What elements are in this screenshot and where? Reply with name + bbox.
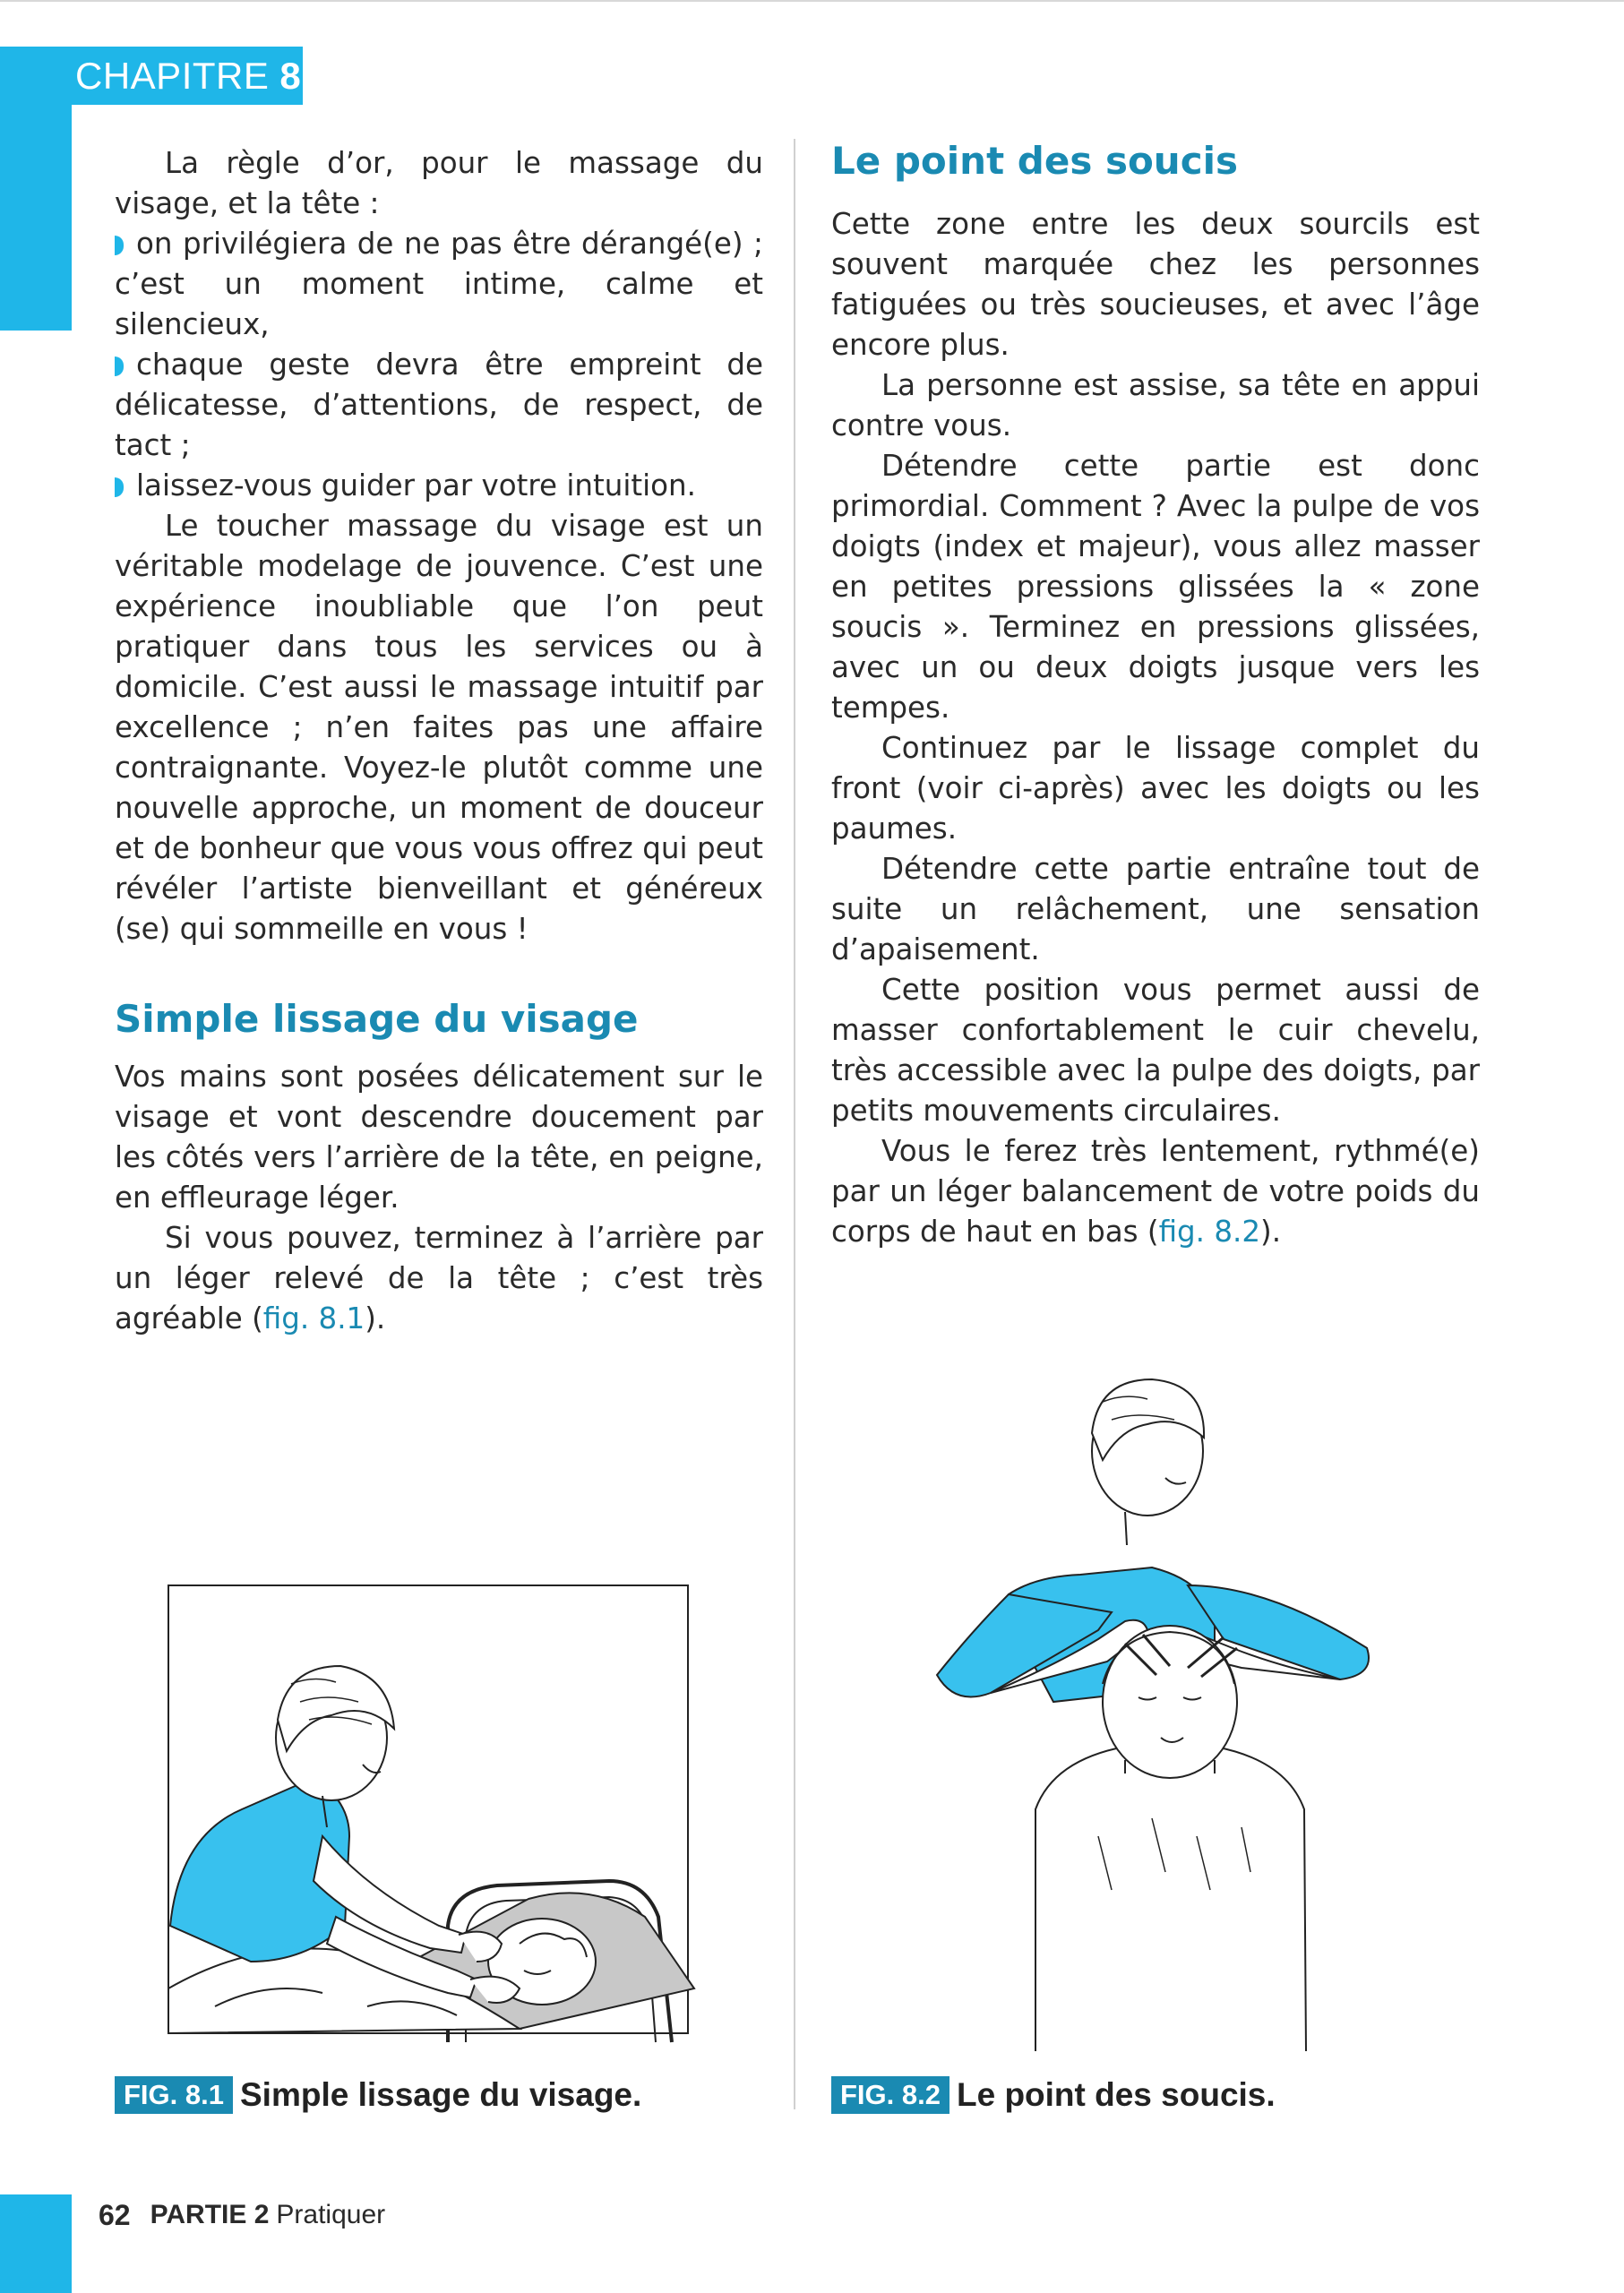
left-column bbox=[115, 143, 763, 1339]
figure-badge: FIG. 8.1 bbox=[115, 2076, 233, 2114]
body-paragraph: Continuez par le lissage complet du front (voir ci-après) avec les doigts ou les paumes. bbox=[831, 731, 1480, 846]
page-footer bbox=[99, 2193, 385, 2237]
figure-badge: FIG. 8.2 bbox=[831, 2076, 949, 2114]
body-paragraph: Détendre cette partie entraîne tout de suite un relâchement, une sensation d’apaisement. bbox=[831, 852, 1480, 966]
intro-paragraph: La règle d’or, pour le massage du visage, et la tête : bbox=[115, 146, 763, 220]
right-column bbox=[831, 136, 1480, 1252]
column-divider bbox=[794, 139, 795, 2109]
bullet-item: chaque geste devra être empreint de délicatesse, d’attentions, de respect, de tact ; bbox=[115, 348, 763, 462]
figure-caption-text: Simple lissage du visage. bbox=[239, 2076, 642, 2113]
figure-link[interactable]: fig. 8.1 bbox=[262, 1301, 365, 1335]
section-heading-lissage: Simple lissage du visage bbox=[115, 997, 639, 1041]
figure-link[interactable]: fig. 8.2 bbox=[1158, 1215, 1261, 1249]
body-paragraph: Détendre cette partie est donc primordial. Comment ? Avec la pulpe de vos doigts (index et majeur), vous allez masser en petites pressions glissées la « zone soucis ». Terminez en pressions glissées, avec un ou deux doigts jusque vers les tempes. bbox=[831, 449, 1480, 725]
part-label: PARTIE 2 bbox=[150, 2200, 270, 2229]
page-number: 62 bbox=[99, 2198, 131, 2231]
figure-8-2-illustration bbox=[919, 1353, 1412, 2051]
bullet-icon bbox=[115, 477, 124, 497]
body-paragraph: Le toucher massage du visage est un véritable modelage de jouvence. C’est une expérience inoubliable que l’on peut pratiquer dans tous les services ou à domicile. C’est aussi le massage intuitif par excellence ; n’en faites pas une affaire contraignante. Voyez-le plutôt comme une nouvelle approche, un moment de douceur et de bonheur que vous vous offrez qui peut révéler l’artiste bienveillant et généreux (se) qui sommeille en vous ! bbox=[115, 509, 763, 946]
figure-8-1-illustration bbox=[143, 1541, 717, 2051]
body-paragraph: Vous le ferez très lentement, rythmé(e) par un léger balancement de votre poids du corps de haut en bas (fig. 8.2). bbox=[831, 1134, 1480, 1249]
body-paragraph: Si vous pouvez, terminez à l’arrière par un léger relevé de la tête ; c’est très agréable (fig. 8.1). bbox=[115, 1221, 763, 1335]
footer-side-bar bbox=[0, 2194, 72, 2293]
bullet-item: on privilégiera de ne pas être dérangé(e) ; c’est un moment intime, calme et silencieux, bbox=[115, 227, 763, 341]
bullet-icon bbox=[115, 356, 124, 376]
bullet-icon bbox=[115, 236, 124, 255]
section-label: Pratiquer bbox=[276, 2200, 386, 2229]
body-paragraph: La personne est assise, sa tête en appui contre vous. bbox=[831, 368, 1480, 442]
body-paragraph: Cette position vous permet aussi de masser confortablement le cuir chevelu, très accessible avec la pulpe des doigts, par petits mouvements circulaires. bbox=[831, 973, 1480, 1128]
chapter-tab bbox=[0, 47, 303, 105]
figure-8-2-caption bbox=[831, 2076, 1276, 2114]
chapter-word: CHAPITRE bbox=[75, 54, 270, 97]
body-paragraph: Cette zone entre les deux sourcils est souvent marquée chez les personnes fatiguées ou très soucieuses, et avec l’âge encore plus. bbox=[831, 207, 1480, 362]
section-heading-soucis: Le point des soucis bbox=[831, 139, 1239, 183]
bullet-item: laissez-vous guider par votre intuition. bbox=[115, 466, 763, 506]
top-rule bbox=[0, 0, 1624, 2]
chapter-number: 8 bbox=[279, 54, 302, 97]
chapter-side-bar bbox=[0, 105, 72, 331]
figure-8-1-caption bbox=[115, 2076, 641, 2114]
figure-caption-text: Le point des soucis. bbox=[956, 2076, 1276, 2113]
body-paragraph: Vos mains sont posées délicatement sur le visage et vont descendre doucement par les côtés vers l’arrière de la tête, en peigne, en effleurage léger. bbox=[115, 1060, 763, 1215]
